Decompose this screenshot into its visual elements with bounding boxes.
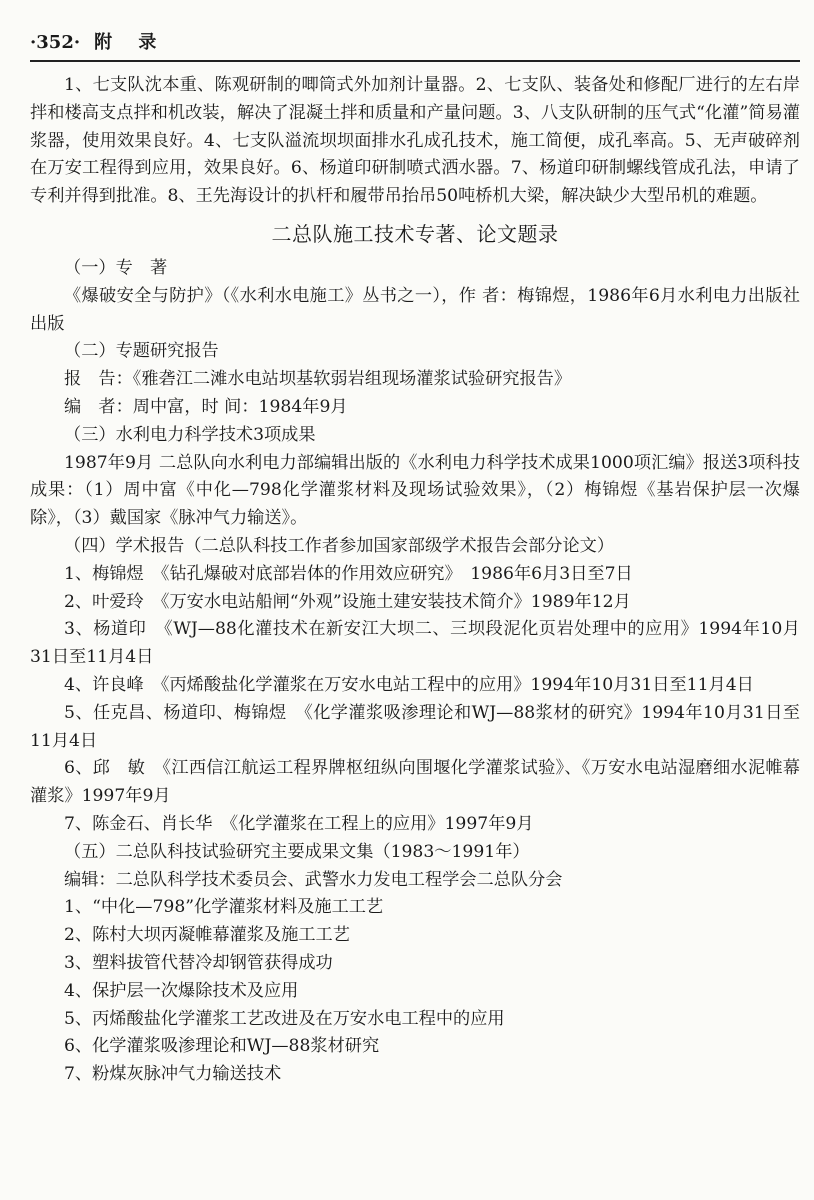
page-heading: 二总队施工技术专著、论文题录 <box>271 221 559 246</box>
monograph-entry: 《爆破安全与防护》（《水利水电施工》丛书之一），作 者：梅锦煜，1986年6月水利电力出版社出版 <box>30 285 800 334</box>
list-item: 5、丙烯酸盐化学灌浆工艺改进及在万安水电工程中的应用 <box>64 1008 505 1029</box>
intro-paragraph: 1、七支队沈本重、陈观研制的唧筒式外加剂计量器。2、七支队、装备处和修配厂进行的左右岸拌和楼高支点拌和机改装，解决了混凝土拌和质量和产量问题。3、八支队研制的压气式“化灌”简易灌浆器，使用效果良好。4、七支队溢流坝坝面排水孔成孔技术，施工简便，成孔率高。5、无声破碎剂在万安工程得到应用，效果良好。6、杨道印研制喷式洒水器。7、杨道印研制螺线管成孔法，申请了专利并得到批准。8、王先海设计的扒杆和履带吊抬吊50吨桥机大梁，解决缺少大型吊机的难题。 <box>30 75 800 207</box>
list-item: 7、粉煤灰脉冲气力输送技术 <box>64 1064 282 1085</box>
section-2-heading: （二）专题研究报告 <box>64 341 219 362</box>
report-author: 编 者：周中富，时 间：1984年9月 <box>64 396 348 417</box>
section-title: 附 录 <box>94 32 167 53</box>
list-item: 7、陈金石、肖长华 《化学灌浆在工程上的应用》1997年9月 <box>64 813 534 834</box>
report-title: 报 告：《雅砻江二滩水电站坝基软弱岩组现场灌浆试验研究报告》 <box>64 369 572 390</box>
section-3-heading: （三）水利电力科学技术3项成果 <box>64 424 316 445</box>
section-5-heading: （五）二总队科技试验研究主要成果文集（1983～1991年） <box>64 841 530 862</box>
page-number: ·352· <box>30 32 81 53</box>
list-item: 1、“中化—798”化学灌浆材料及施工工艺 <box>64 897 384 918</box>
page <box>30 28 800 1089</box>
list-item: 6、化学灌浆吸渗理论和WJ—88浆材研究 <box>64 1036 380 1057</box>
list-item: 5、任克昌、杨道印、梅锦煜 《化学灌浆吸渗理论和WJ—88浆材的研究》1994年10月31日至11月4日 <box>30 702 800 751</box>
section-3-text: 1987年9月 二总队向水利电力部编辑出版的《水利电力科学技术成果1000项汇编》报送3项科技成果：（1）周中富《中化—798化学灌浆材料及现场试验效果》，（2）梅锦煜《基岩保护层一次爆除》，（3）戴国家《脉冲气力输送》。 <box>30 452 800 529</box>
list-item: 2、陈村大坝丙凝帷幕灌浆及施工工艺 <box>64 925 350 946</box>
running-head <box>30 28 800 58</box>
list-item: 3、杨道印 《WJ—88化灌技术在新安江大坝二、三坝段泥化页岩处理中的应用》1994年10月31日至11月4日 <box>30 619 800 668</box>
list-item: 6、邱 敏 《江西信江航运工程界牌枢纽纵向围堰化学灌浆试验》、《万安水电站湿磨细水泥帷幕灌浆》1997年9月 <box>30 758 800 807</box>
list-item: 4、保护层一次爆除技术及应用 <box>64 980 299 1001</box>
list-item: 2、叶爱玲 《万安水电站船闸“外观”设施土建安装技术简介》1989年12月 <box>64 591 631 612</box>
section-5-editor: 编辑：二总队科学技术委员会、武警水力发电工程学会二总队分会 <box>64 869 563 890</box>
list-item: 1、梅锦煜 《钻孔爆破对底部岩体的作用效应研究》 1986年6月3日至7日 <box>64 563 633 584</box>
section-1-heading: （一）专 著 <box>64 257 168 278</box>
section-4-heading: （四）学术报告（二总队科技工作者参加国家部级学术报告会部分论文） <box>64 535 615 556</box>
header-rule <box>30 60 800 62</box>
list-item: 3、塑料拔管代替冷却钢管获得成功 <box>64 952 333 973</box>
list-item: 4、许良峰 《丙烯酸盐化学灌浆在万安水电站工程中的应用》1994年10月31日至11月4日 <box>64 674 754 695</box>
